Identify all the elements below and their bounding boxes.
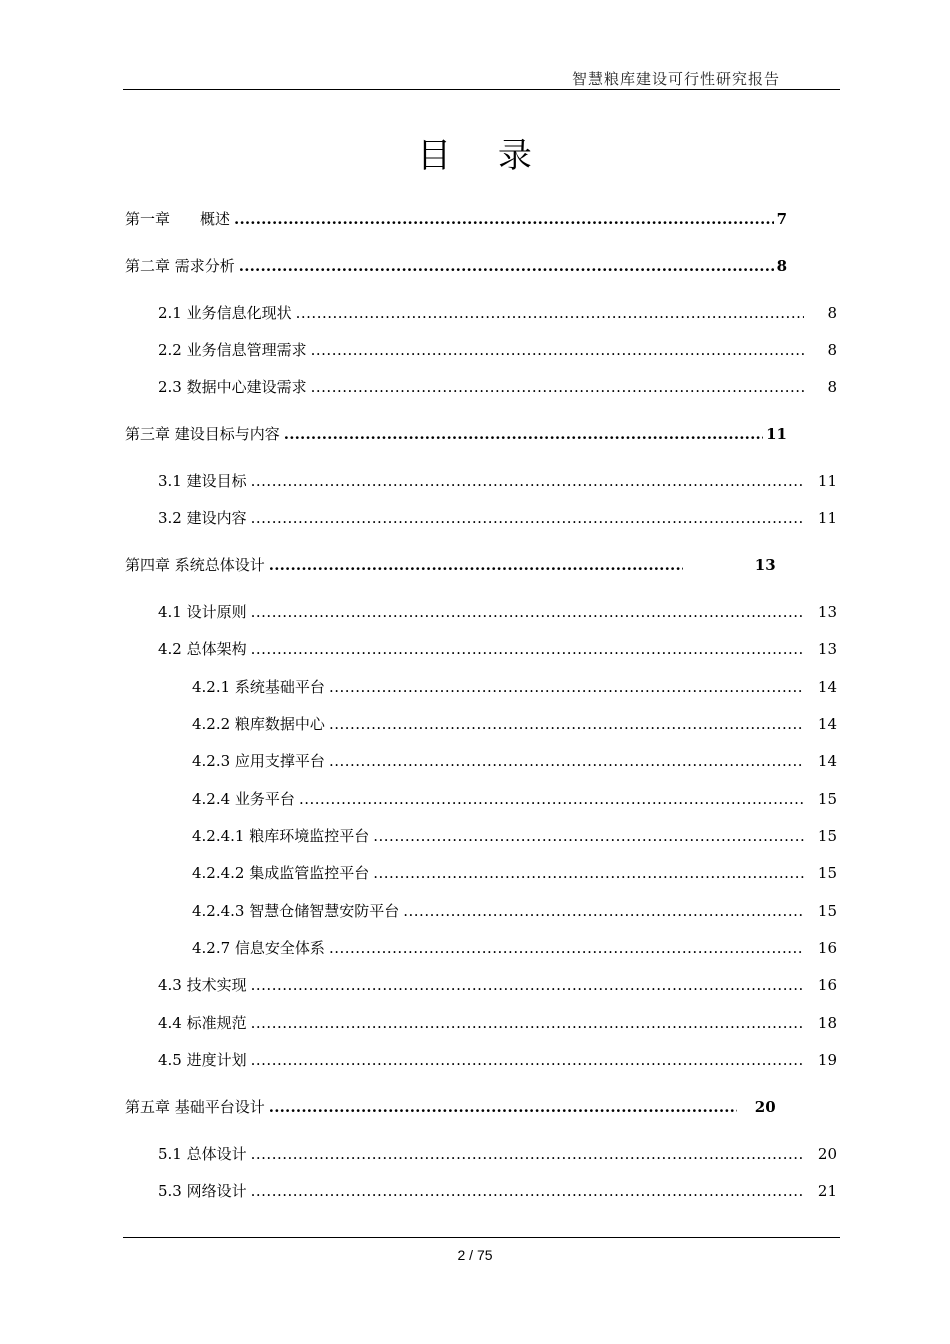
toc-entry-4-5[interactable] xyxy=(158,1049,837,1071)
toc-entry-chapter-1[interactable] xyxy=(125,208,787,230)
running-header: 智慧粮库建设可行性研究报告 xyxy=(571,70,780,88)
toc-entry-page: 14 xyxy=(817,715,837,733)
toc-entry-4-3[interactable] xyxy=(158,974,837,996)
toc-entry-page: 13 xyxy=(817,603,837,621)
toc-entry-label: 5.3 网络设计 xyxy=(158,1182,247,1200)
toc-entry-4-2-1[interactable] xyxy=(192,676,837,698)
toc-entry-page: 16 xyxy=(817,976,837,994)
toc-leader-dots xyxy=(329,752,804,770)
toc-entry-2-3[interactable] xyxy=(158,376,837,398)
toc-entry-label: 4.2.1 系统基础平台 xyxy=(192,678,325,696)
toc-entry-5-1[interactable] xyxy=(158,1143,837,1165)
toc-leader-dots xyxy=(329,715,804,733)
toc-entry-2-2[interactable] xyxy=(158,339,837,361)
toc-leader-dots xyxy=(251,1051,804,1069)
toc-leader-dots xyxy=(299,790,804,808)
toc-leader-dots xyxy=(251,640,804,658)
toc-entry-page: 15 xyxy=(817,864,837,882)
toc-entry-label: 4.2.7 信息安全体系 xyxy=(192,939,325,957)
toc-entry-page: 15 xyxy=(817,790,837,808)
toc-leader-dots xyxy=(373,827,804,845)
toc-entry-page: 8 xyxy=(827,341,837,359)
toc-entry-page: 18 xyxy=(817,1014,837,1032)
toc-entry-label: 4.5 进度计划 xyxy=(158,1051,247,1069)
header-rule xyxy=(123,89,840,90)
toc-entry-4-2-4[interactable] xyxy=(192,788,837,810)
toc-entry-page: 8 xyxy=(776,257,787,275)
toc-entry-label: 5.1 总体设计 xyxy=(158,1145,247,1163)
toc-leader-dots xyxy=(269,1098,737,1116)
toc-entry-label: 第四章 系统总体设计 xyxy=(125,556,265,574)
toc-entry-page: 15 xyxy=(817,902,837,920)
toc-entry-chapter-3[interactable] xyxy=(125,423,787,445)
toc-entry-label: 2.1 业务信息化现状 xyxy=(158,304,292,322)
toc-entry-chapter-2[interactable] xyxy=(125,255,787,277)
toc-entry-label: 4.3 技术实现 xyxy=(158,976,247,994)
toc-title: 目 录 xyxy=(417,136,550,176)
toc-entry-label: 4.2.4.3 智慧仓储智慧安防平台 xyxy=(192,902,400,920)
toc-entry-page: 13 xyxy=(754,556,776,574)
toc-leader-dots xyxy=(239,257,774,275)
toc-entry-4-2[interactable] xyxy=(158,638,837,660)
toc-leader-dots xyxy=(284,425,763,443)
toc-entry-label: 4.4 标准规范 xyxy=(158,1014,247,1032)
toc-entry-4-2-4-1[interactable] xyxy=(192,825,837,847)
toc-entry-page: 13 xyxy=(817,640,837,658)
toc-leader-dots xyxy=(269,556,683,574)
toc-entry-label: 3.2 建设内容 xyxy=(158,509,247,527)
toc-entry-4-2-4-3[interactable] xyxy=(192,900,837,922)
toc-leader-dots xyxy=(311,341,804,359)
toc-entry-page: 11 xyxy=(817,509,837,527)
toc-leader-dots xyxy=(251,976,804,994)
toc-entry-label: 4.2.4.1 粮库环境监控平台 xyxy=(192,827,370,845)
toc-entry-page: 20 xyxy=(754,1098,776,1116)
toc-leader-dots xyxy=(251,603,804,621)
toc-entry-4-4[interactable] xyxy=(158,1012,837,1034)
toc-entry-4-2-3[interactable] xyxy=(192,750,837,772)
toc-entry-label: 4.2.2 粮库数据中心 xyxy=(192,715,325,733)
toc-entry-page: 7 xyxy=(776,210,787,228)
toc-entry-label: 4.2.3 应用支撑平台 xyxy=(192,752,325,770)
toc-leader-dots xyxy=(251,1182,804,1200)
toc-entry-label: 2.3 数据中心建设需求 xyxy=(158,378,307,396)
toc-entry-page: 8 xyxy=(827,378,837,396)
toc-leader-dots xyxy=(329,678,804,696)
toc-entry-label: 第三章 建设目标与内容 xyxy=(125,425,280,443)
toc-entry-label: 4.2 总体架构 xyxy=(158,640,247,658)
toc-entry-label: 第二章 需求分析 xyxy=(125,257,235,275)
toc-leader-dots xyxy=(373,864,804,882)
toc-entry-page: 15 xyxy=(817,827,837,845)
toc-entry-label: 2.2 业务信息管理需求 xyxy=(158,341,307,359)
toc-entry-3-1[interactable] xyxy=(158,470,837,492)
toc-entry-page: 8 xyxy=(827,304,837,322)
toc-entry-page: 16 xyxy=(817,939,837,957)
toc-entry-4-2-2[interactable] xyxy=(192,713,837,735)
toc-entry-chapter-4[interactable] xyxy=(125,554,787,576)
toc-entry-label: 4.1 设计原则 xyxy=(158,603,247,621)
toc-entry-label: 3.1 建设目标 xyxy=(158,472,247,490)
toc-entry-3-2[interactable] xyxy=(158,507,837,529)
toc-entry-4-1[interactable] xyxy=(158,601,837,623)
toc-leader-dots xyxy=(251,1014,804,1032)
toc-entry-page: 11 xyxy=(766,425,787,443)
toc-entry-label: 4.2.4.2 集成监管监控平台 xyxy=(192,864,370,882)
toc-entry-5-3[interactable] xyxy=(158,1180,837,1202)
toc-leader-dots xyxy=(311,378,804,396)
toc-leader-dots xyxy=(251,472,804,490)
toc-entry-4-2-4-2[interactable] xyxy=(192,862,837,884)
toc-entry-page: 11 xyxy=(817,472,837,490)
footer-rule xyxy=(123,1237,840,1238)
toc-entry-page: 21 xyxy=(817,1182,837,1200)
toc-leader-dots xyxy=(403,902,804,920)
page-indicator: 2 / 75 xyxy=(457,1247,493,1263)
toc-leader-dots xyxy=(234,210,774,228)
toc-entry-page: 19 xyxy=(817,1051,837,1069)
toc-entry-chapter-5[interactable] xyxy=(125,1096,787,1118)
toc-entry-label: 4.2.4 业务平台 xyxy=(192,790,295,808)
toc-entry-page: 20 xyxy=(817,1145,837,1163)
toc-leader-dots xyxy=(251,509,804,527)
toc-leader-dots xyxy=(251,1145,804,1163)
toc-leader-dots xyxy=(329,939,804,957)
toc-leader-dots xyxy=(296,304,804,322)
toc-entry-label: 第一章 概述 xyxy=(125,210,231,228)
toc-entry-4-2-7[interactable] xyxy=(192,937,837,959)
toc-entry-page: 14 xyxy=(817,752,837,770)
toc-entry-page: 14 xyxy=(817,678,837,696)
toc-entry-2-1[interactable] xyxy=(158,302,837,324)
toc-entry-label: 第五章 基础平台设计 xyxy=(125,1098,265,1116)
